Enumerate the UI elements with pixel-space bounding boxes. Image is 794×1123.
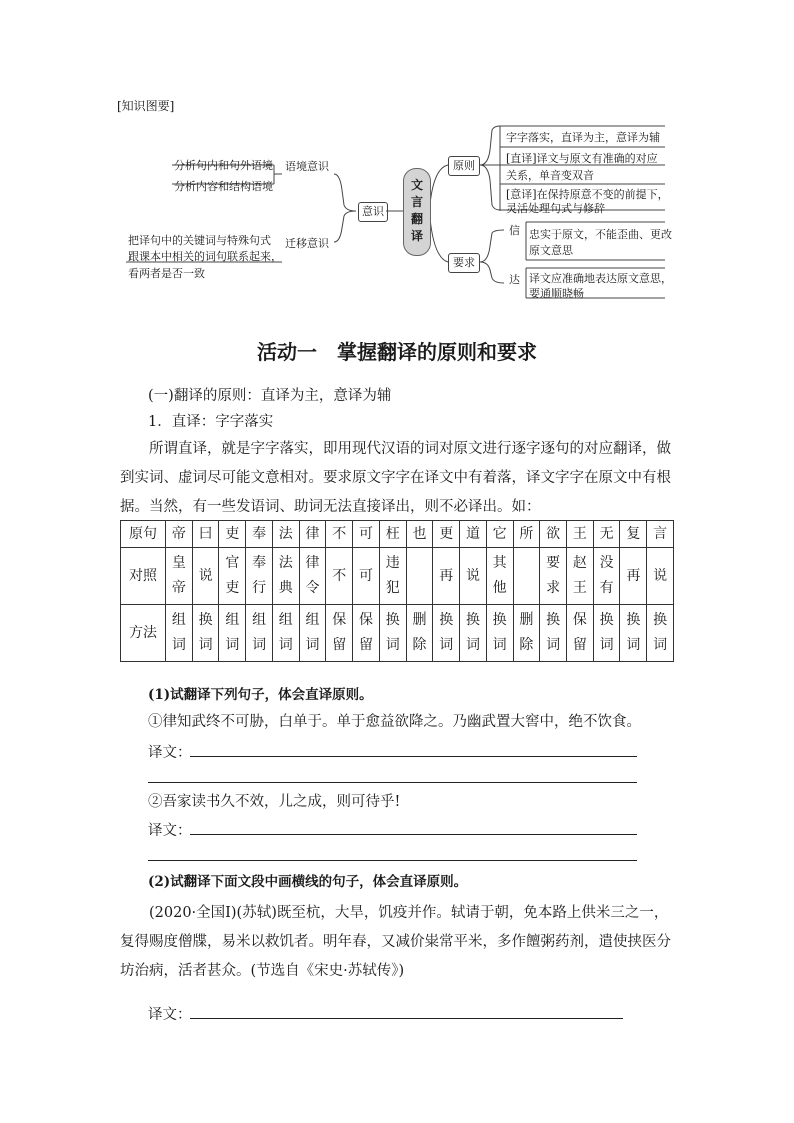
direct-translation-paragraph: 所谓直译，就是字字落实，即用现代汉语的词对原文进行逐字逐句的对应翻译，做到实词、虚词尽可能文意相对。要求原文字字在译文中有着落，译文字字在原文中有根据。当然，有一些发语词、助词无法直接译出，则不必译出。如： bbox=[120, 441, 671, 515]
table-cell-text: 保留 bbox=[572, 612, 587, 653]
table-cell: 法 bbox=[272, 521, 299, 548]
yuanze-item-3-line-2: 灵活处理句式与修辞 bbox=[506, 202, 605, 215]
answer-line[interactable] bbox=[190, 756, 637, 757]
xin-line-2: 原文意思 bbox=[529, 244, 573, 257]
table-cell bbox=[486, 605, 513, 662]
row-label: 方法 bbox=[121, 605, 166, 662]
table-cell-text: 换词 bbox=[653, 612, 668, 653]
exercise-1-sentence-1: ①律知武终不可胁，白单于。单于愈益欲降之。乃幽武置大窖中，绝不饮食。 bbox=[148, 714, 641, 730]
table-cell: 复 bbox=[620, 521, 647, 548]
exercise-1-prompt: (1)试翻译下列句子，体会直译原则。 bbox=[148, 687, 373, 703]
table-cell-text: 要求 bbox=[546, 555, 561, 596]
table-cell bbox=[166, 548, 193, 605]
table-cell bbox=[433, 548, 460, 605]
table-cell-text: 保留 bbox=[332, 612, 347, 653]
qianyi-line-1: 把译句中的关键词与特殊句式 bbox=[128, 234, 271, 247]
table-cell: 帝 bbox=[166, 521, 193, 548]
table-cell-text: 再 bbox=[626, 567, 641, 584]
table-cell-text: 其他 bbox=[492, 555, 507, 596]
table-cell-text: 删除 bbox=[519, 612, 534, 653]
table-cell bbox=[299, 605, 326, 662]
yuanze-item-2-line-1: [直译]译文与原文有准确的对应 bbox=[506, 152, 658, 165]
table-cell bbox=[620, 548, 647, 605]
xin-line-1: 忠实于原文，不能歪曲、更改 bbox=[529, 228, 672, 241]
table-cell bbox=[379, 605, 406, 662]
table-cell-text: 法典 bbox=[278, 555, 293, 596]
yishi-node: 意识 bbox=[358, 202, 388, 222]
da-line-2: 要通顺晓畅 bbox=[529, 287, 584, 300]
table-cell-text: 换词 bbox=[465, 612, 480, 653]
table-cell-text: 换词 bbox=[599, 612, 614, 653]
yaoqiu-node: 要求 bbox=[448, 253, 480, 273]
table-cell-text: 换词 bbox=[198, 612, 213, 653]
table-cell-text: 换词 bbox=[439, 612, 454, 653]
table-cell-text: 律令 bbox=[305, 555, 320, 596]
yujing-item-1: 分析句内和句外语境 bbox=[174, 159, 273, 172]
table-cell bbox=[540, 605, 567, 662]
table-cell: 更 bbox=[433, 521, 460, 548]
table-cell: 所 bbox=[513, 521, 540, 548]
table-cell bbox=[567, 605, 594, 662]
yuanze-node: 原则 bbox=[448, 156, 480, 176]
row-label: 原句 bbox=[121, 521, 166, 548]
table-cell bbox=[192, 548, 219, 605]
exercise-1-sentence-2: ②吾家读书久不效，儿之成，则可待乎! bbox=[148, 794, 401, 810]
answer-label: 译文： bbox=[148, 745, 192, 761]
table-cell-text: 组词 bbox=[305, 612, 320, 653]
table-cell-text: 再 bbox=[439, 567, 454, 584]
answer-line[interactable] bbox=[190, 1018, 623, 1019]
table-cell-text: 换词 bbox=[626, 612, 641, 653]
da-line-1: 译文应准确地表达原文意思， bbox=[529, 272, 672, 285]
table-cell bbox=[299, 548, 326, 605]
table-cell-text: 可 bbox=[359, 567, 373, 584]
section-heading: (一)翻译的原则：直译为主，意译为辅 bbox=[148, 388, 392, 404]
table-cell bbox=[192, 605, 219, 662]
table-cell: 无 bbox=[593, 521, 620, 548]
table-cell bbox=[272, 605, 299, 662]
table-cell bbox=[620, 605, 647, 662]
answer-line[interactable] bbox=[148, 860, 637, 861]
table-cell bbox=[219, 548, 246, 605]
table-cell: 欲 bbox=[540, 521, 567, 548]
yujing-item-2: 分析内容和结构语境 bbox=[174, 180, 273, 193]
table-cell-text: 删除 bbox=[412, 612, 427, 653]
table-cell bbox=[433, 605, 460, 662]
table-cell-text: 换词 bbox=[385, 612, 400, 653]
da-label: 达 bbox=[509, 273, 520, 286]
table-cell-text: 赵王 bbox=[572, 555, 587, 596]
table-cell-text: 换词 bbox=[492, 612, 507, 653]
table-cell-text: 违犯 bbox=[385, 555, 400, 596]
table-cell-text: 组词 bbox=[171, 612, 186, 653]
table-cell bbox=[166, 605, 193, 662]
table-cell-text: 皇帝 bbox=[171, 555, 186, 596]
knowledge-map-label: [知识图要] bbox=[117, 99, 175, 113]
yujing-label: 语境意识 bbox=[285, 160, 329, 173]
qianyi-line-2: 跟课本中相关的词句联系起来， bbox=[128, 250, 282, 263]
table-row bbox=[121, 548, 674, 605]
table-cell: 曰 bbox=[192, 521, 219, 548]
yuanze-item-2-line-2: 关系，单音变双音 bbox=[506, 169, 594, 182]
exercise-2-passage: (2020·全国Ⅰ)(苏轼)既至杭，大旱，饥疫并作。轼请于朝，免本路上供米三之一，复得赐度僧牒，易米以救饥者。明年春，又减价粜常平米，多作饘粥药剂，遣使挟医分坊治病，活者甚众。(节选自《宋史·苏轼传》) bbox=[120, 905, 671, 979]
table-cell: 律 bbox=[299, 521, 326, 548]
table-cell-text: 组词 bbox=[278, 612, 293, 653]
table-cell-text: 说 bbox=[465, 567, 480, 584]
yuanze-item-1: 字字落实，直译为主，意译为辅 bbox=[506, 131, 660, 144]
table-cell-text: 官吏 bbox=[225, 555, 240, 596]
table-cell bbox=[540, 548, 567, 605]
section-subheading: 1．直译：字字落实 bbox=[148, 414, 274, 430]
table-cell-text: 不 bbox=[332, 567, 347, 584]
yuanze-item-3-line-1: [意译]在保持原意不变的前提下， bbox=[506, 188, 669, 201]
table-cell bbox=[326, 548, 353, 605]
table-cell: 不 bbox=[326, 521, 353, 548]
table-cell: 枉 bbox=[379, 521, 406, 548]
table-cell bbox=[406, 605, 433, 662]
table-cell-text: 换词 bbox=[546, 612, 561, 653]
table-cell bbox=[326, 605, 353, 662]
table-cell bbox=[460, 605, 487, 662]
table-cell bbox=[460, 548, 487, 605]
table-cell bbox=[647, 548, 674, 605]
table-cell: 它 bbox=[486, 521, 513, 548]
table-cell: 王 bbox=[567, 521, 594, 548]
center-node bbox=[403, 168, 431, 256]
comparison-table bbox=[120, 520, 674, 662]
table-cell bbox=[593, 548, 620, 605]
table-cell bbox=[353, 605, 380, 662]
table-cell-text: 没有 bbox=[599, 555, 614, 596]
table-cell-text: 奉行 bbox=[252, 555, 267, 596]
answer-line[interactable] bbox=[190, 834, 637, 835]
table-cell bbox=[219, 605, 246, 662]
table-cell bbox=[486, 548, 513, 605]
table-cell bbox=[513, 548, 540, 605]
table-cell-text: 保留 bbox=[359, 612, 373, 653]
center-node-label: 文言翻译 bbox=[411, 178, 424, 243]
qianyi-label: 迁移意识 bbox=[285, 237, 329, 250]
answer-label: 译文： bbox=[148, 823, 192, 839]
table-cell: 可 bbox=[353, 521, 380, 548]
table-cell-text: 组词 bbox=[252, 612, 267, 653]
table-cell bbox=[246, 605, 273, 662]
table-cell bbox=[593, 605, 620, 662]
table-cell-text: 说 bbox=[653, 567, 668, 584]
table-row bbox=[121, 521, 674, 548]
table-cell-text: 说 bbox=[198, 567, 213, 584]
table-cell: 也 bbox=[406, 521, 433, 548]
table-cell bbox=[567, 548, 594, 605]
table-cell bbox=[272, 548, 299, 605]
mindmap-connectors bbox=[0, 0, 794, 320]
table-cell bbox=[406, 548, 433, 605]
table-cell: 奉 bbox=[246, 521, 273, 548]
table-cell: 吏 bbox=[219, 521, 246, 548]
table-cell bbox=[647, 605, 674, 662]
table-row bbox=[121, 605, 674, 662]
answer-label: 译文： bbox=[148, 1007, 192, 1023]
activity-title: 活动一 掌握翻译的原则和要求 bbox=[257, 340, 537, 364]
answer-line[interactable] bbox=[148, 782, 637, 783]
xin-label: 信 bbox=[509, 224, 520, 237]
exercise-2-prompt: (2)试翻译下面文段中画横线的句子，体会直译原则。 bbox=[148, 874, 468, 890]
table-cell bbox=[513, 605, 540, 662]
table-cell: 道 bbox=[460, 521, 487, 548]
table-cell bbox=[246, 548, 273, 605]
qianyi-line-3: 看两者是否一致 bbox=[128, 267, 205, 280]
table-cell bbox=[379, 548, 406, 605]
table-cell: 言 bbox=[647, 521, 674, 548]
row-label: 对照 bbox=[121, 548, 166, 605]
table-cell-text: 组词 bbox=[225, 612, 240, 653]
table-cell bbox=[353, 548, 380, 605]
